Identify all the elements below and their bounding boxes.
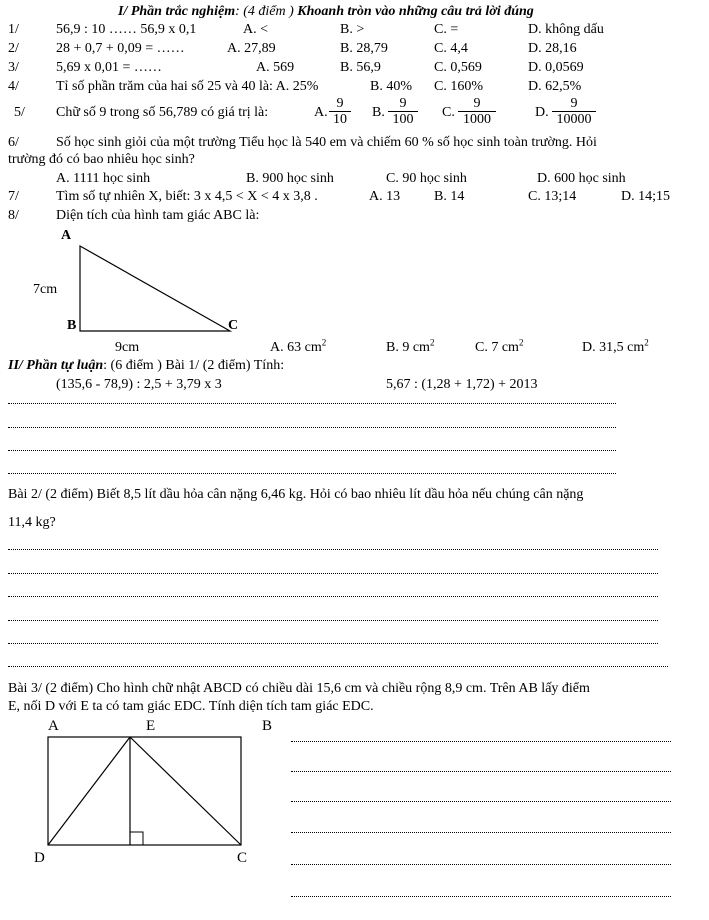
q8-text: Diện tích của hình tam giác ABC là: — [56, 208, 260, 223]
q2-option-a[interactable]: A. 27,89 — [227, 41, 276, 56]
bai3-answer-line[interactable] — [291, 832, 671, 833]
q8-option-b-text: B. 9 cm — [386, 340, 430, 355]
q2-number: 2/ — [8, 41, 19, 56]
q8-option-c[interactable] — [475, 337, 524, 356]
q5-fraction-c-numerator: 9 — [473, 96, 481, 111]
triangle-side-ab-length: 7cm — [33, 282, 58, 297]
rectangle-abcd — [48, 737, 241, 845]
q8-option-b-exponent: 2 — [429, 337, 435, 348]
bai3-answer-line[interactable] — [291, 741, 671, 742]
right-angle-mark — [130, 832, 143, 845]
q8-number: 8/ — [8, 208, 19, 223]
bai1-answer-line[interactable] — [8, 403, 616, 404]
q4-option-b[interactable]: B. 40% — [370, 79, 412, 94]
part1-heading — [118, 4, 534, 20]
part1-instruction: Khoanh tròn vào những câu trả lời đúng — [297, 4, 534, 19]
bai3-answer-line[interactable] — [291, 864, 671, 865]
rectangle-label-b: B — [262, 718, 273, 734]
part1-points: : (4 điểm ) — [235, 4, 298, 19]
q7-option-a[interactable]: A. 13 — [369, 189, 401, 204]
q1-option-b[interactable]: B. > — [340, 22, 365, 37]
bai2-answer-line[interactable] — [8, 549, 658, 550]
q7-option-b[interactable]: B. 14 — [434, 189, 465, 204]
q8-option-a-text: A. 63 cm — [270, 340, 322, 355]
q5-fraction-a — [329, 96, 351, 127]
q1-option-d[interactable]: D. không dấu — [528, 22, 604, 37]
q8-option-d-text: D. 31,5 cm — [582, 340, 645, 355]
rectangle-label-c: C — [237, 850, 248, 866]
triangle-label-a: A — [61, 228, 72, 243]
q5-fraction-b-numerator: 9 — [399, 96, 407, 111]
q5-number: 5/ — [14, 105, 25, 120]
q5-option-b[interactable]: B. — [372, 105, 385, 120]
bai1-answer-line[interactable] — [8, 473, 616, 474]
segment-ec — [130, 737, 241, 845]
q1-option-a[interactable]: A. < — [243, 22, 269, 37]
rectangle-label-d: D — [34, 850, 45, 866]
q5-option-d[interactable]: D. — [535, 105, 549, 120]
q3-option-b[interactable]: B. 56,9 — [340, 60, 381, 75]
q5-fraction-c-denominator: 1000 — [458, 111, 496, 127]
part2-bai1-title: : (6 điểm ) Bài 1/ (2 điểm) Tính: — [103, 358, 285, 373]
q8-option-b[interactable] — [386, 337, 435, 356]
segment-de — [48, 737, 130, 845]
q6-option-a[interactable]: A. 1111 học sinh — [56, 171, 151, 186]
q1-number: 1/ — [8, 22, 19, 37]
q7-option-d[interactable]: D. 14;15 — [621, 189, 670, 204]
bai2-text-line1: Bài 2/ (2 điểm) Biết 8,5 lít dầu hỏa cân nặng 6,46 kg. Hỏi có bao nhiêu lít dầu hỏa nếu chúng cân nặng — [8, 487, 584, 502]
q2-option-c[interactable]: C. 4,4 — [434, 41, 468, 56]
q7-number: 7/ — [8, 189, 19, 204]
triangle-abc — [80, 246, 230, 331]
q7-option-c[interactable]: C. 13;14 — [528, 189, 577, 204]
bai2-answer-line[interactable] — [8, 666, 668, 667]
q3-text: 5,69 x 0,01 = …… — [56, 60, 162, 75]
part2-title: II/ Phần tự luận — [8, 358, 104, 373]
bai3-text-line2: E, nối D với E ta có tam giác EDC. Tính diện tích tam giác EDC. — [8, 699, 374, 714]
bai1-answer-line[interactable] — [8, 450, 616, 451]
q5-fraction-d-numerator: 9 — [570, 96, 578, 111]
q5-fraction-a-denominator: 10 — [329, 111, 351, 127]
bai2-answer-line[interactable] — [8, 643, 658, 644]
q5-option-c[interactable]: C. — [442, 105, 455, 120]
q4-text: Tỉ số phần trăm của hai số 25 và 40 là: A. 25% — [56, 79, 319, 94]
q6-text-line2: trường đó có bao nhiêu học sinh? — [8, 152, 195, 167]
triangle-side-bc-length: 9cm — [115, 340, 140, 355]
q5-text: Chữ số 9 trong số 56,789 có giá trị là: — [56, 105, 269, 120]
q8-option-c-exponent: 2 — [518, 337, 524, 348]
q3-option-c[interactable]: C. 0,569 — [434, 60, 482, 75]
bai3-answer-line[interactable] — [291, 801, 671, 802]
q5-fraction-c — [458, 96, 496, 127]
q8-option-c-text: C. 7 cm — [475, 340, 519, 355]
q1-text: 56,9 : 10 …… 56,9 x 0,1 — [56, 22, 197, 37]
q4-option-d[interactable]: D. 62,5% — [528, 79, 582, 94]
q6-option-b[interactable]: B. 900 học sinh — [246, 171, 334, 186]
triangle-label-b: B — [67, 318, 77, 333]
q1-option-c[interactable]: C. = — [434, 22, 459, 37]
q5-fraction-a-numerator: 9 — [336, 96, 344, 111]
bai2-text-line2: 11,4 kg? — [8, 515, 56, 530]
q2-text: 28 + 0,7 + 0,09 = …… — [56, 41, 185, 56]
q8-option-a[interactable] — [270, 337, 327, 356]
q8-option-a-exponent: 2 — [321, 337, 327, 348]
q6-option-d[interactable]: D. 600 học sinh — [537, 171, 626, 186]
part2-heading — [8, 358, 284, 374]
q5-fraction-b — [388, 96, 418, 127]
q6-text-line1: Số học sinh giỏi của một trường Tiểu học là 540 em và chiếm 60 % số học sinh toàn trường. Hỏi — [56, 135, 597, 150]
q7-text: Tìm số tự nhiên X, biết: 3 x 4,5 < X < 4 x 3,8 . — [56, 189, 318, 204]
q4-number: 4/ — [8, 79, 19, 94]
q5-fraction-b-denominator: 100 — [388, 111, 418, 127]
q8-option-d[interactable] — [582, 337, 649, 356]
q6-number: 6/ — [8, 135, 19, 150]
bai3-answer-line[interactable] — [291, 896, 671, 897]
triangle-label-c: C — [228, 318, 239, 333]
rectangle-label-e: E — [146, 718, 156, 734]
bai3-answer-line[interactable] — [291, 771, 671, 772]
q8-option-d-exponent: 2 — [644, 337, 649, 348]
rectangle-label-a: A — [48, 718, 59, 734]
q2-option-d[interactable]: D. 28,16 — [528, 41, 577, 56]
q3-number: 3/ — [8, 60, 19, 75]
bai3-text-line1: Bài 3/ (2 điểm) Cho hình chữ nhật ABCD có chiều dài 15,6 cm và chiều rộng 8,9 cm. Trên AB lấy điểm — [8, 681, 590, 696]
bai1-answer-line[interactable] — [8, 427, 616, 428]
q5-fraction-d — [552, 96, 596, 127]
q6-option-c[interactable]: C. 90 học sinh — [386, 171, 467, 186]
q5-fraction-d-denominator: 10000 — [552, 111, 596, 127]
q3-option-a[interactable]: A. 569 — [256, 60, 295, 75]
bai2-answer-line[interactable] — [8, 620, 658, 621]
q3-option-d[interactable]: D. 0,0569 — [528, 60, 584, 75]
bai2-answer-line[interactable] — [8, 573, 658, 574]
bai2-answer-line[interactable] — [8, 596, 658, 597]
bai1-expression-2: 5,67 : (1,28 + 1,72) + 2013 — [386, 377, 538, 392]
q4-option-c[interactable]: C. 160% — [434, 79, 483, 94]
q2-option-b[interactable]: B. 28,79 — [340, 41, 388, 56]
part1-title: I/ Phần trắc nghiệm — [118, 4, 236, 19]
bai1-expression-1: (135,6 - 78,9) : 2,5 + 3,79 x 3 — [56, 377, 222, 392]
q5-option-a[interactable]: A. — [314, 105, 328, 120]
